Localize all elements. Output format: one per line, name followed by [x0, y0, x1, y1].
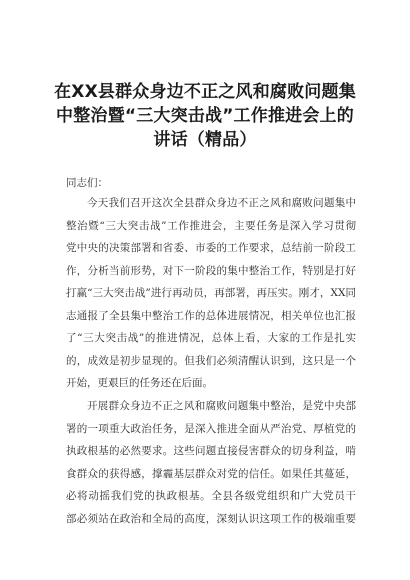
title-line: 在XX县群众身边不正之风和腐败问题集 — [54, 82, 356, 102]
paragraph-line: 党中央的决策部署和省委、市委的工作要求，总结前一阶段工 — [66, 242, 356, 254]
paragraph-line: 开展群众身边不正之风和腐败问题集中整治，是党中央部 — [87, 400, 356, 412]
salutation: 同志们： — [66, 177, 108, 189]
title-line: 中整治暨“三大突击战”工作推进会上的 — [56, 106, 354, 126]
paragraph-line: 了“三大突击战”的推进情况，总体上看，大家的工作是扎实 — [66, 332, 356, 344]
paragraph-line: 部必须站在政治和全局的高度，深刻认识这项工作的极端重要 — [66, 512, 356, 525]
document-title — [50, 80, 360, 152]
paragraph-line: 必将动摇我们党的执政根基。全县各级党组织和广大党员干 — [66, 490, 356, 502]
paragraph-line: 打赢“三大突击战”进行再动员，再部署，再压实。刚才，XX同 — [66, 287, 356, 299]
paragraph-line: 整治暨“三大突击战”工作推进会，主要任务是深入学习贯彻 — [66, 219, 356, 232]
paragraph-line: 今天我们召开这次全县群众身边不正之风和腐败问题集中 — [87, 197, 356, 209]
title-line: 讲话（精品） — [153, 130, 257, 150]
paragraph-line: 志通报了全县集中整治工作的总体进展情况，相关单位也汇报 — [66, 309, 356, 322]
paragraph-line: 执政根基的必然要求。这些问题直接侵害群众的切身利益，啃 — [66, 445, 356, 457]
paragraph-line: 的，成效是初步显现的。但我们必须清醒认识到，这只是一个 — [66, 354, 356, 367]
paragraph-line: 作，分析当前形势，对下一阶段的集中整治工作，特别是打好 — [66, 264, 356, 277]
body-paragraph-2 — [66, 395, 356, 530]
paragraph-line: 食群众的获得感，撑霾基层群众对党的信任。如果任其蔓延， — [66, 467, 356, 480]
body-paragraph-1 — [66, 192, 356, 395]
paragraph-line: 署的一项重大政治任务，是深入推进全面从严治党、厚植党的 — [66, 422, 356, 435]
paragraph-line: 开始，更艰巨的任务还在后面。 — [66, 377, 213, 389]
